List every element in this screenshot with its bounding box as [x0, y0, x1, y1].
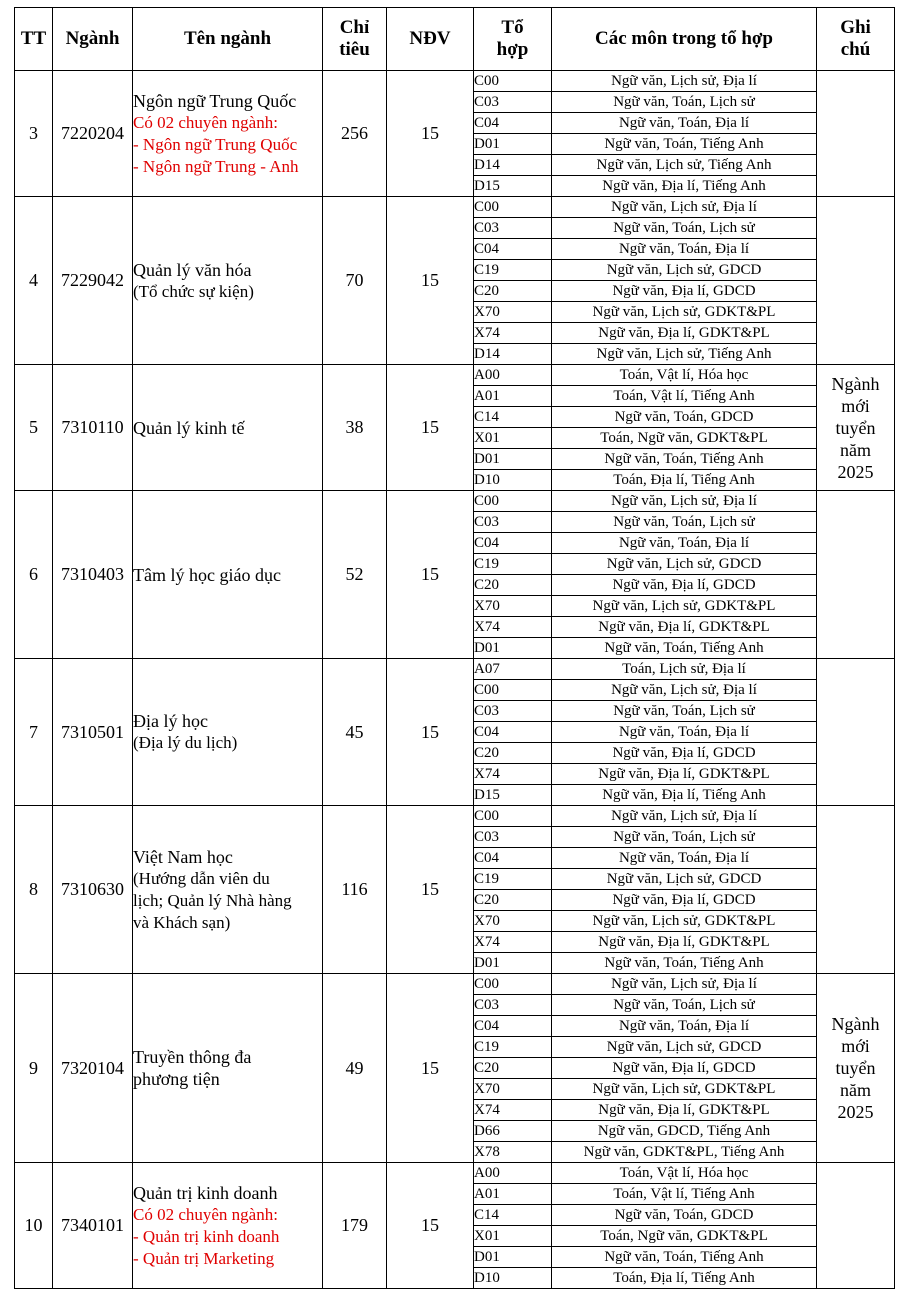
row-index: 5 — [15, 365, 53, 491]
quota-value: 49 — [323, 974, 387, 1163]
combo-subjects: Ngữ văn, Địa lí, GDKT&PL — [552, 323, 817, 344]
note-line: mới — [841, 1036, 870, 1056]
major-code: 7340101 — [53, 1163, 133, 1289]
major-code: 7320104 — [53, 974, 133, 1163]
combo-subjects: Ngữ văn, Lịch sử, GDKT&PL — [552, 302, 817, 323]
combo-code: D14 — [474, 344, 552, 365]
combo-subjects: Ngữ văn, Địa lí, Tiếng Anh — [552, 785, 817, 806]
combo-subjects: Ngữ văn, Toán, Tiếng Anh — [552, 638, 817, 659]
combo-code: D01 — [474, 1247, 552, 1268]
combo-code: C00 — [474, 974, 552, 995]
major-name — [133, 974, 323, 1163]
major-name — [133, 1163, 323, 1289]
combo-subjects: Ngữ văn, Địa lí, Tiếng Anh — [552, 176, 817, 197]
specialization-line: - Ngôn ngữ Trung Quốc — [133, 134, 298, 154]
combo-code: C03 — [474, 827, 552, 848]
header-note-line: chú — [840, 39, 871, 60]
combo-subjects: Toán, Vật lí, Tiếng Anh — [552, 1184, 817, 1205]
combo-code: C03 — [474, 218, 552, 239]
major-name-line: và Khách sạn) — [133, 912, 231, 932]
combo-subjects: Toán, Vật lí, Hóa học — [552, 365, 817, 386]
combo-code: D01 — [474, 449, 552, 470]
combo-code: C19 — [474, 869, 552, 890]
combo-code: D15 — [474, 176, 552, 197]
specialization-line: Có 02 chuyên ngành: — [133, 1204, 278, 1224]
row-index: 3 — [15, 71, 53, 197]
major-name-line: Truyền thông đa — [133, 1047, 252, 1067]
combo-subjects: Ngữ văn, Lịch sử, Địa lí — [552, 806, 817, 827]
major-name-line: Quản trị kinh doanh — [133, 1182, 278, 1203]
note-cell — [817, 71, 895, 197]
row-index: 8 — [15, 806, 53, 974]
ndv-value: 15 — [387, 806, 474, 974]
combo-subjects: Ngữ văn, Địa lí, GDKT&PL — [552, 764, 817, 785]
note-cell — [817, 365, 895, 491]
combo-code: X70 — [474, 911, 552, 932]
header-major-name: Tên ngành — [133, 8, 323, 71]
combo-code: C04 — [474, 113, 552, 134]
note-line: tuyển — [835, 417, 876, 438]
major-name-line: Ngôn ngữ Trung Quốc — [133, 90, 297, 111]
ndv-value: 15 — [387, 491, 474, 659]
combo-subjects: Ngữ văn, Địa lí, GDKT&PL — [552, 617, 817, 638]
combo-subjects: Ngữ văn, Toán, Địa lí — [552, 113, 817, 134]
combo-code: C19 — [474, 1037, 552, 1058]
major-name-line: Quản lý văn hóa — [133, 259, 252, 280]
combo-code: X74 — [474, 617, 552, 638]
combo-code: C20 — [474, 890, 552, 911]
major-name — [133, 491, 323, 659]
combo-subjects: Ngữ văn, Địa lí, GDCD — [552, 281, 817, 302]
quota-value: 179 — [323, 1163, 387, 1289]
combo-code: D10 — [474, 470, 552, 491]
combo-subjects: Ngữ văn, Toán, Địa lí — [552, 533, 817, 554]
combo-subjects: Ngữ văn, Toán, GDCD — [552, 1205, 817, 1226]
combo-code: C04 — [474, 1016, 552, 1037]
table-row — [15, 365, 895, 386]
combo-subjects: Ngữ văn, Toán, Lịch sử — [552, 827, 817, 848]
combo-subjects: Ngữ văn, Toán, Lịch sử — [552, 92, 817, 113]
combo-code: C04 — [474, 848, 552, 869]
note-cell — [817, 1163, 895, 1289]
combo-subjects: Ngữ văn, Toán, Lịch sử — [552, 512, 817, 533]
combo-code: A00 — [474, 365, 552, 386]
specialization-line: Có 02 chuyên ngành: — [133, 112, 278, 132]
specialization-line: - Quản trị Marketing — [133, 1248, 275, 1268]
combo-subjects: Toán, Ngữ văn, GDKT&PL — [552, 1226, 817, 1247]
combo-subjects: Ngữ văn, Toán, Tiếng Anh — [552, 449, 817, 470]
combo-subjects: Ngữ văn, Toán, Địa lí — [552, 722, 817, 743]
ndv-value: 15 — [387, 197, 474, 365]
row-index: 4 — [15, 197, 53, 365]
combo-subjects: Ngữ văn, Địa lí, GDCD — [552, 1058, 817, 1079]
combo-code: C03 — [474, 92, 552, 113]
combo-subjects: Ngữ văn, Toán, Địa lí — [552, 239, 817, 260]
row-index: 10 — [15, 1163, 53, 1289]
major-name-line: Việt Nam học — [133, 846, 233, 867]
major-code: 7229042 — [53, 197, 133, 365]
major-name-line: Địa lý học — [133, 711, 208, 731]
quota-value: 116 — [323, 806, 387, 974]
combo-code: X78 — [474, 1142, 552, 1163]
combo-code: C20 — [474, 575, 552, 596]
header-subjects: Các môn trong tổ hợp — [552, 8, 817, 71]
combo-code: A01 — [474, 386, 552, 407]
table-row — [15, 806, 895, 827]
combo-code: X74 — [474, 1100, 552, 1121]
combo-code: A00 — [474, 1163, 552, 1184]
combo-subjects: Ngữ văn, Địa lí, GDCD — [552, 743, 817, 764]
combo-code: C03 — [474, 995, 552, 1016]
major-name-line: (Địa lý du lịch) — [133, 733, 238, 752]
combo-subjects: Toán, Địa lí, Tiếng Anh — [552, 470, 817, 491]
combo-code: D15 — [474, 785, 552, 806]
combo-subjects: Ngữ văn, Địa lí, GDCD — [552, 890, 817, 911]
combo-code: C19 — [474, 554, 552, 575]
combo-subjects: Toán, Vật lí, Tiếng Anh — [552, 386, 817, 407]
header-quota — [323, 8, 387, 71]
combo-code: C20 — [474, 743, 552, 764]
combo-code: D10 — [474, 1268, 552, 1289]
combo-subjects: Ngữ văn, Lịch sử, Địa lí — [552, 71, 817, 92]
header-major-code: Ngành — [53, 8, 133, 71]
major-code: 7310630 — [53, 806, 133, 974]
combo-subjects: Ngữ văn, GDKT&PL, Tiếng Anh — [552, 1142, 817, 1163]
combo-subjects: Ngữ văn, Toán, Lịch sử — [552, 995, 817, 1016]
combo-code: C20 — [474, 1058, 552, 1079]
header-combo-line: hợp — [496, 39, 529, 60]
combo-subjects: Ngữ văn, GDCD, Tiếng Anh — [552, 1121, 817, 1142]
combo-code: C00 — [474, 680, 552, 701]
major-name-line: (Hướng dẫn viên du — [133, 868, 270, 888]
combo-subjects: Ngữ văn, Toán, Địa lí — [552, 1016, 817, 1037]
table-row — [15, 974, 895, 995]
row-index: 7 — [15, 659, 53, 806]
header-combo — [474, 8, 552, 71]
ndv-value: 15 — [387, 365, 474, 491]
combo-subjects: Ngữ văn, Lịch sử, GDCD — [552, 260, 817, 281]
combo-code: X74 — [474, 323, 552, 344]
note-line: 2025 — [837, 1102, 874, 1122]
combo-subjects: Ngữ văn, Lịch sử, GDKT&PL — [552, 596, 817, 617]
row-index: 9 — [15, 974, 53, 1163]
combo-subjects: Ngữ văn, Địa lí, GDKT&PL — [552, 1100, 817, 1121]
ndv-value: 15 — [387, 71, 474, 197]
specialization-line: - Ngôn ngữ Trung - Anh — [133, 156, 299, 176]
combo-code: C03 — [474, 512, 552, 533]
combo-subjects: Toán, Địa lí, Tiếng Anh — [552, 1268, 817, 1289]
combo-code: X74 — [474, 764, 552, 785]
header-quota-line: tiêu — [339, 39, 370, 60]
table-row — [15, 71, 895, 92]
combo-code: X70 — [474, 1079, 552, 1100]
note-cell — [817, 806, 895, 974]
major-name — [133, 71, 323, 197]
major-name — [133, 806, 323, 974]
table-row — [15, 659, 895, 680]
combo-subjects: Ngữ văn, Lịch sử, GDKT&PL — [552, 1079, 817, 1100]
combo-subjects: Ngữ văn, Lịch sử, Tiếng Anh — [552, 155, 817, 176]
combo-subjects: Ngữ văn, Lịch sử, GDKT&PL — [552, 911, 817, 932]
combo-code: C19 — [474, 260, 552, 281]
major-name-line: phương tiện — [133, 1069, 220, 1089]
header-note — [817, 8, 895, 71]
note-cell — [817, 491, 895, 659]
combo-subjects: Ngữ văn, Lịch sử, Tiếng Anh — [552, 344, 817, 365]
combo-subjects: Ngữ văn, Lịch sử, Địa lí — [552, 491, 817, 512]
specialization-line: - Quản trị kinh doanh — [133, 1226, 280, 1246]
major-name-line: Quản lý kinh tế — [133, 417, 245, 438]
combo-code: D01 — [474, 134, 552, 155]
combo-subjects: Ngữ văn, Toán, Lịch sử — [552, 701, 817, 722]
combo-code: C14 — [474, 1205, 552, 1226]
note-line: năm — [840, 1080, 871, 1100]
combo-subjects: Ngữ văn, Địa lí, GDCD — [552, 575, 817, 596]
combo-code: C14 — [474, 407, 552, 428]
combo-subjects: Ngữ văn, Toán, Tiếng Anh — [552, 134, 817, 155]
combo-subjects: Toán, Lịch sử, Địa lí — [552, 659, 817, 680]
combo-subjects: Ngữ văn, Toán, Lịch sử — [552, 218, 817, 239]
major-name-line: (Tổ chức sự kiện) — [133, 281, 254, 301]
combo-code: D66 — [474, 1121, 552, 1142]
combo-code: C00 — [474, 806, 552, 827]
note-cell — [817, 974, 895, 1163]
combo-subjects: Ngữ văn, Địa lí, GDKT&PL — [552, 932, 817, 953]
note-cell — [817, 197, 895, 365]
major-code: 7310501 — [53, 659, 133, 806]
table-row — [15, 491, 895, 512]
major-name — [133, 659, 323, 806]
combo-code: C04 — [474, 722, 552, 743]
combo-code: D01 — [474, 638, 552, 659]
combo-subjects: Ngữ văn, Toán, Tiếng Anh — [552, 953, 817, 974]
major-name — [133, 365, 323, 491]
header-note-line: Ghi — [840, 17, 871, 38]
combo-subjects: Toán, Ngữ văn, GDKT&PL — [552, 428, 817, 449]
combo-subjects: Ngữ văn, Toán, Tiếng Anh — [552, 1247, 817, 1268]
combo-code: X70 — [474, 596, 552, 617]
combo-subjects: Ngữ văn, Toán, Địa lí — [552, 848, 817, 869]
admissions-table — [14, 7, 895, 1289]
combo-code: A07 — [474, 659, 552, 680]
note-line: Ngành — [831, 373, 880, 394]
major-code: 7220204 — [53, 71, 133, 197]
header-ndv: NĐV — [387, 8, 474, 71]
combo-subjects: Ngữ văn, Lịch sử, Địa lí — [552, 197, 817, 218]
combo-code: C20 — [474, 281, 552, 302]
combo-subjects: Ngữ văn, Lịch sử, Địa lí — [552, 974, 817, 995]
combo-code: C04 — [474, 239, 552, 260]
combo-code: C04 — [474, 533, 552, 554]
combo-subjects: Toán, Vật lí, Hóa học — [552, 1163, 817, 1184]
combo-subjects: Ngữ văn, Toán, GDCD — [552, 407, 817, 428]
combo-code: D01 — [474, 953, 552, 974]
note-line: 2025 — [837, 461, 874, 482]
ndv-value: 15 — [387, 974, 474, 1163]
combo-subjects: Ngữ văn, Lịch sử, GDCD — [552, 1037, 817, 1058]
major-code: 7310403 — [53, 491, 133, 659]
combo-code: D14 — [474, 155, 552, 176]
note-line: tuyển — [835, 1058, 876, 1078]
combo-code: X01 — [474, 1226, 552, 1247]
ndv-value: 15 — [387, 659, 474, 806]
major-name — [133, 197, 323, 365]
header-tt: TT — [15, 8, 53, 71]
combo-code: C00 — [474, 491, 552, 512]
combo-code: C03 — [474, 701, 552, 722]
combo-code: C00 — [474, 197, 552, 218]
quota-value: 256 — [323, 71, 387, 197]
combo-code: C00 — [474, 71, 552, 92]
quota-value: 70 — [323, 197, 387, 365]
header-row — [15, 8, 895, 71]
combo-subjects: Ngữ văn, Lịch sử, GDCD — [552, 554, 817, 575]
table-body — [15, 71, 895, 1289]
combo-code: X70 — [474, 302, 552, 323]
quota-value: 45 — [323, 659, 387, 806]
table-row — [15, 1163, 895, 1184]
table-row — [15, 197, 895, 218]
note-line: Ngành — [831, 1014, 880, 1034]
row-index: 6 — [15, 491, 53, 659]
ndv-value: 15 — [387, 1163, 474, 1289]
combo-subjects: Ngữ văn, Lịch sử, Địa lí — [552, 680, 817, 701]
combo-code: X74 — [474, 932, 552, 953]
note-cell — [817, 659, 895, 806]
header-quota-line: Chỉ — [339, 17, 370, 38]
combo-code: A01 — [474, 1184, 552, 1205]
combo-code: X01 — [474, 428, 552, 449]
note-line: mới — [841, 395, 870, 416]
header-combo-line: Tổ — [501, 17, 524, 38]
major-name-line: lịch; Quản lý Nhà hàng — [133, 890, 292, 910]
quota-value: 52 — [323, 491, 387, 659]
quota-value: 38 — [323, 365, 387, 491]
major-name-line: Tâm lý học giáo dục — [133, 564, 281, 585]
combo-subjects: Ngữ văn, Lịch sử, GDCD — [552, 869, 817, 890]
major-code: 7310110 — [53, 365, 133, 491]
note-line: năm — [840, 439, 871, 460]
